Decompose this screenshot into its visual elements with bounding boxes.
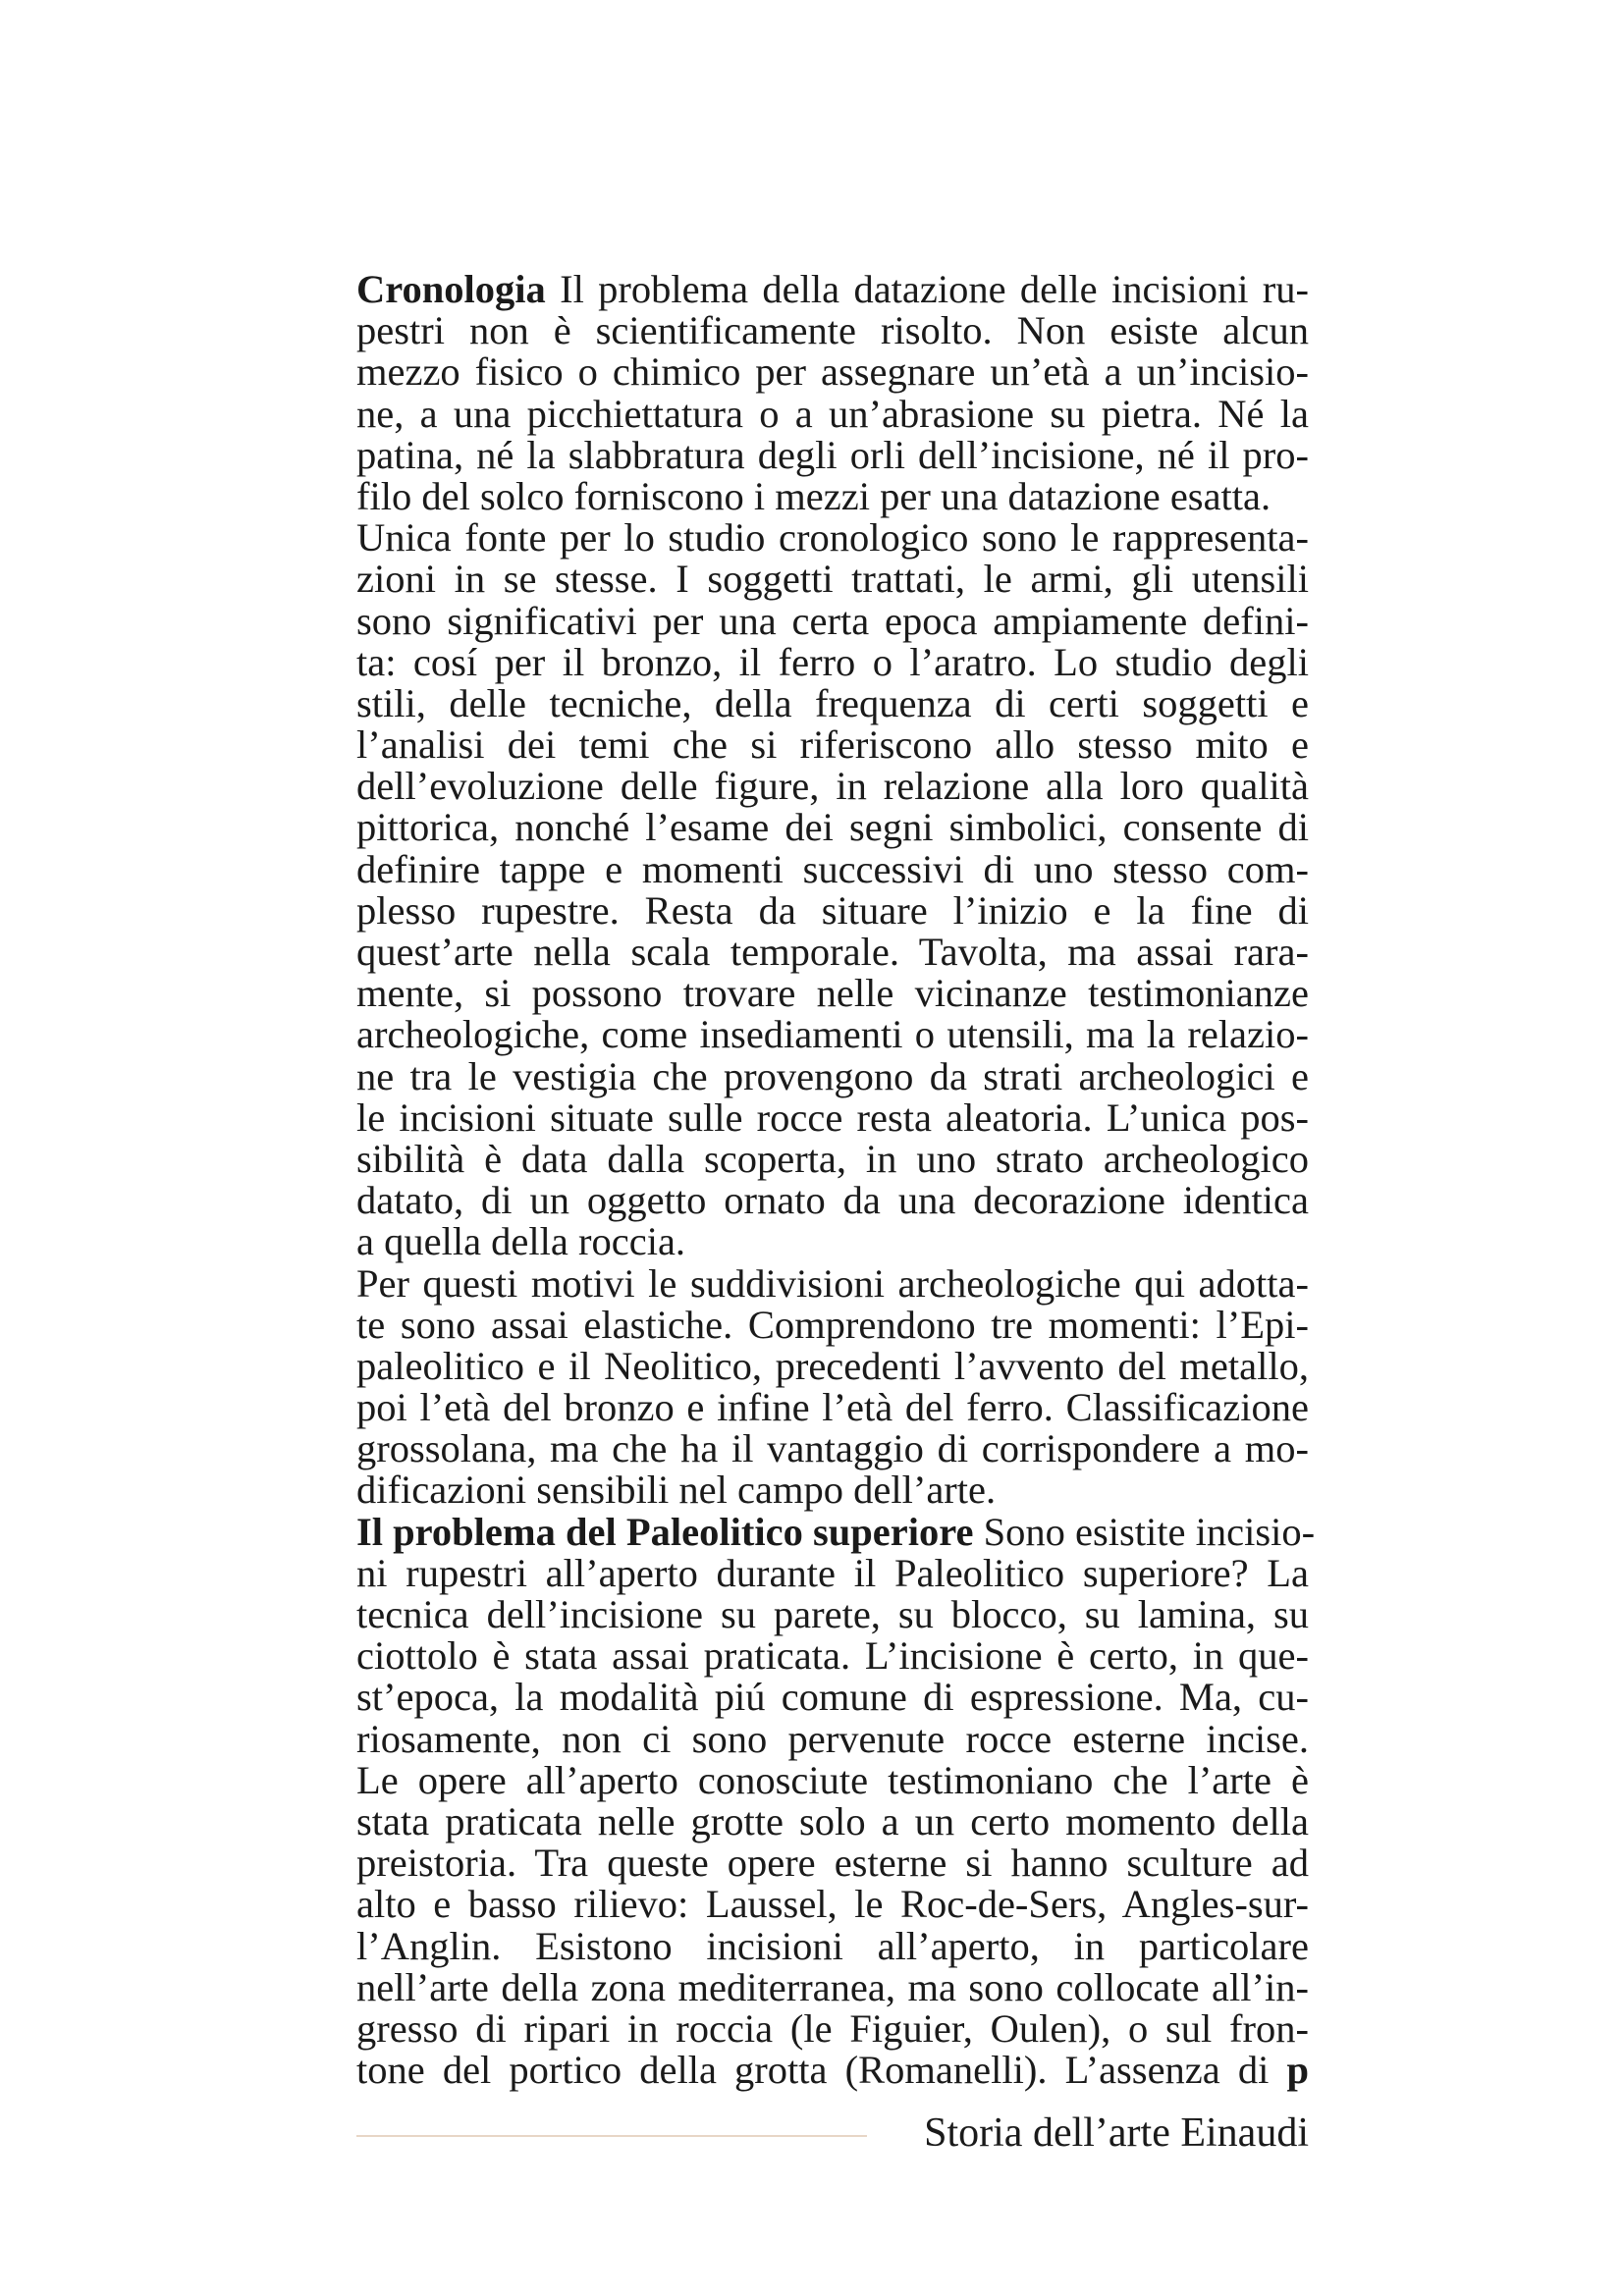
- text-line: preistoria. Tra queste opere esterne si hanno sculture ad: [356, 1841, 1309, 1886]
- paragraph-paleolitico-superiore: [356, 1509, 1316, 2093]
- text-line: dificazioni sensibili nel campo dell’arte.: [356, 1468, 997, 1513]
- text-line: zioni in se stesse. I soggetti trattati, le armi, gli utensili: [356, 557, 1309, 602]
- text-line: mente, si possono trovare nelle vicinanze testimonianze: [356, 971, 1309, 1016]
- text-line: gresso di ripari in roccia (le Figuier, Oulen), o sul fron-: [356, 2005, 1309, 2051]
- paragraph-rappresentazioni: [356, 517, 1309, 1262]
- text-line: ne tra le vestigia che provengono da strati archeologici e: [356, 1053, 1309, 1098]
- text-line: pittorica, nonché l’esame dei segni simbolici, consente di: [356, 805, 1309, 850]
- text-line: archeologiche, come insediamenti o utensili, ma la relazio-: [356, 1012, 1309, 1057]
- text-line: stata praticata nelle grotte solo a un certo momento della: [356, 1798, 1309, 1843]
- paragraph-cronologia: [356, 269, 1309, 517]
- text-line: st’epoca, la modalità piú comune di espressione. Ma, cu-: [356, 1675, 1309, 1720]
- text-line: [356, 1509, 1316, 1554]
- continuation-marker: p: [1286, 2048, 1309, 2093]
- text-line-content: Il problema della datazione delle incisioni ru-: [545, 267, 1309, 311]
- text-line: paleolitico e il Neolitico, precedenti l’avvento del metallo,: [356, 1343, 1309, 1388]
- text-line: dell’evoluzione delle figure, in relazione alla loro qualità: [356, 764, 1309, 809]
- footer-rule: [356, 2135, 867, 2137]
- text-line: nell’arte della zona mediterranea, ma sono collocate all’in-: [356, 1964, 1309, 2009]
- page-footer: [356, 2104, 1309, 2163]
- text-line: stili, delle tecniche, della frequenza di certi soggetti e: [356, 680, 1309, 725]
- text-line: ne, a una picchiettatura o a un’abrasione su pietra. Né la: [356, 391, 1309, 436]
- section-heading-paleolitico: Il problema del Paleolitico superiore: [356, 1509, 974, 1554]
- text-line: l’analisi dei temi che si riferiscono allo stesso mito e: [356, 722, 1309, 768]
- text-line: Unica fonte per lo studio cronologico sono le rappresenta-: [356, 515, 1309, 561]
- section-heading-cronologia: Cronologia: [356, 267, 546, 311]
- text-line: pestri non è scientificamente risolto. Non esiste alcun: [356, 308, 1309, 353]
- text-line: Per questi motivi le suddivisioni archeologiche qui adotta-: [356, 1260, 1309, 1306]
- text-line: filo del solco forniscono i mezzi per una datazione esatta.: [356, 473, 1271, 518]
- text-line: ciottolo è stata assai praticata. L’incisione è certo, in que-: [356, 1633, 1309, 1679]
- text-line-content: tone del portico della grotta (Romanelli). L’assenza di: [356, 2048, 1270, 2093]
- text-line: sono significativi per una certa epoca ampiamente defini-: [356, 598, 1309, 643]
- text-line: [356, 269, 1309, 310]
- text-line: te sono assai elastiche. Comprendono tre momenti: l’Epi-: [356, 1302, 1309, 1347]
- text-line: quest’arte nella scala temporale. Tavolta, ma assai rara-: [356, 930, 1309, 974]
- text-line-content: Sono esistite incisio-: [973, 1509, 1316, 1554]
- paragraph-suddivisioni: [356, 1260, 1309, 1513]
- text-line: datato, di un oggetto ornato da una decorazione identica: [356, 1178, 1309, 1223]
- text-column: [356, 267, 1316, 2093]
- text-line: ni rupestri all’aperto durante il Paleolitico superiore? La: [356, 1550, 1309, 1595]
- text-line: l’Anglin. Esistono incisioni all’aperto, in particolare: [356, 1923, 1309, 1968]
- text-line: Le opere all’aperto conosciute testimoniano che l’arte è: [356, 1757, 1309, 1802]
- text-line: grossolana, ma che ha il vantaggio di corrispondere a mo-: [356, 1426, 1309, 1471]
- text-line: plesso rupestre. Resta da situare l’inizio e la fine di: [356, 887, 1309, 933]
- text-line: tecnica dell’incisione su parete, su blocco, su lamina, su: [356, 1592, 1309, 1636]
- text-line: poi l’età del bronzo e infine l’età del ferro. Classificazione: [356, 1385, 1309, 1430]
- text-line: [356, 2050, 1309, 2091]
- text-line: le incisioni situate sulle rocce resta aleatoria. L’unica pos-: [356, 1095, 1309, 1140]
- text-line: ta: cosí per il bronzo, il ferro o l’aratro. Lo studio degli: [356, 639, 1309, 684]
- text-line: patina, né la slabbratura degli orli dell’incisione, né il pro-: [356, 432, 1309, 477]
- text-line: a quella della roccia.: [356, 1219, 686, 1264]
- text-line: definire tappe e momenti successivi di uno stesso com-: [356, 846, 1309, 891]
- text-line: alto e basso rilievo: Laussel, le Roc-de-Sers, Angles-sur-: [356, 1882, 1309, 1927]
- text-line: riosamente, non ci sono pervenute rocce esterne incise.: [356, 1716, 1309, 1761]
- text-line: sibilità è data dalla scoperta, in uno strato archeologico: [356, 1136, 1309, 1181]
- footer-publication-title: Storia dell’arte Einaudi: [924, 2110, 1309, 2156]
- text-line: mezzo fisico o chimico per assegnare un’età a un’incisio-: [356, 349, 1309, 395]
